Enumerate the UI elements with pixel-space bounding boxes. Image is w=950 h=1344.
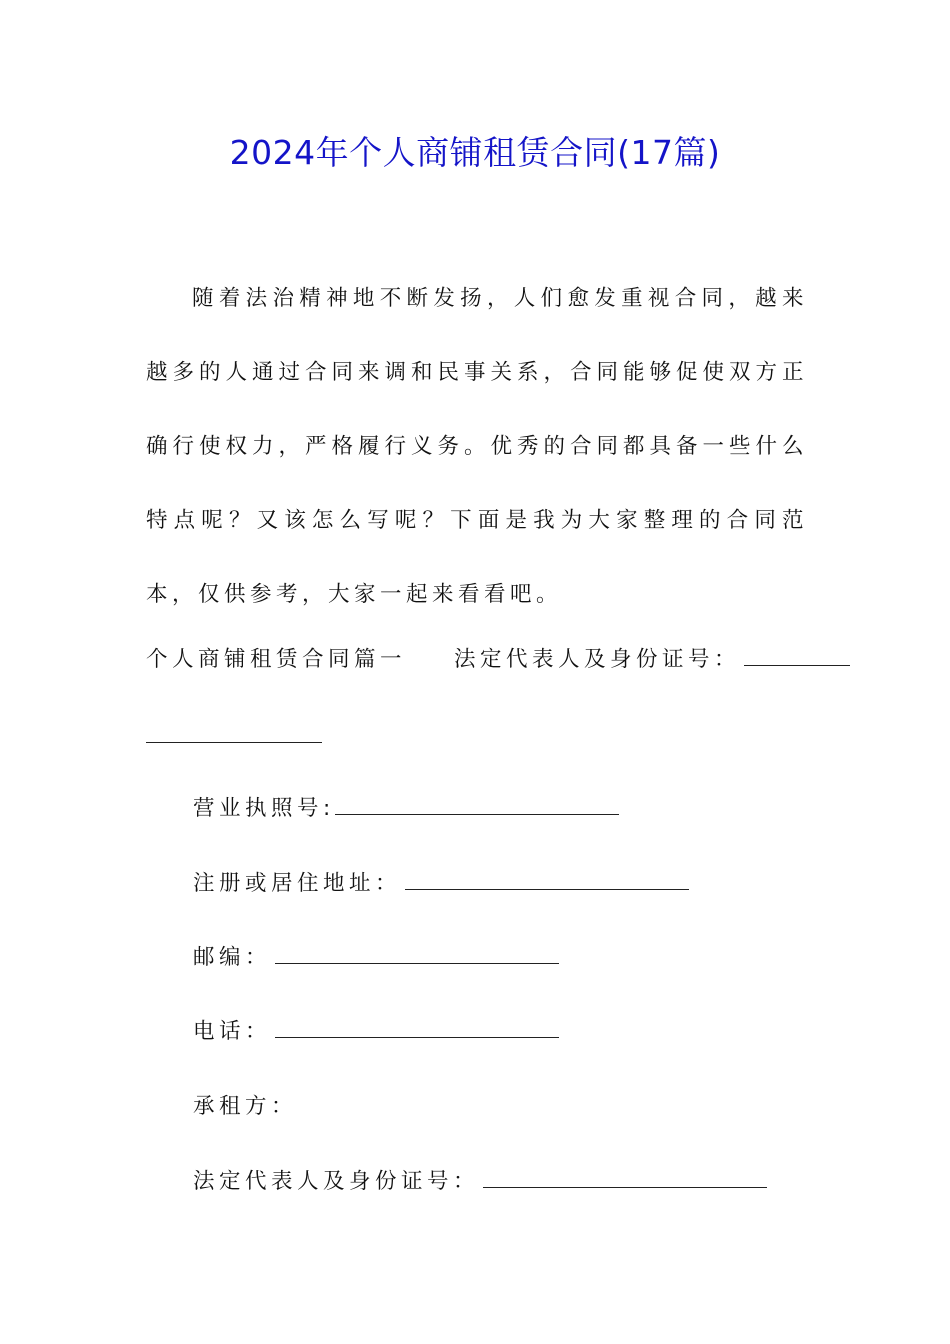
document-title: 2024年个人商铺租赁合同(17篇) xyxy=(229,133,721,172)
legal-rep-2-blank xyxy=(483,1169,767,1188)
section-heading: 个人商铺租赁合同篇一 xyxy=(146,647,407,672)
phone-label: 电话： xyxy=(193,1019,272,1044)
phone-blank xyxy=(275,1019,559,1038)
address-label: 注册或居住地址： xyxy=(193,871,402,896)
postcode-blank xyxy=(275,945,559,964)
address-line xyxy=(193,864,689,904)
legal-rep-1-blank-continued xyxy=(146,741,322,743)
intro-paragraph: 随着法治精神地不断发扬，人们愈发重视合同，越来越多的人通过合同来调和民事关系，合同能够促使双方正确行使权力，严格履行义务。优秀的合同都具备一些什么特点呢？又该怎么写呢？下面是我为大家整理的合同范本，仅供参考，大家一起来看看吧。 xyxy=(146,286,808,607)
postcode-label: 邮编： xyxy=(193,945,272,970)
business-license-label: 营业执照号: xyxy=(193,796,335,821)
section-line xyxy=(146,640,850,680)
postcode-line xyxy=(193,938,559,978)
legal-rep-1-blank xyxy=(744,647,850,666)
lessee-label: 承租方： xyxy=(193,1094,298,1119)
legal-rep-1-label: 法定代表人及身份证号： xyxy=(454,647,741,672)
business-license-line xyxy=(193,789,619,829)
legal-rep-2-label: 法定代表人及身份证号： xyxy=(193,1169,480,1194)
lessee-line xyxy=(193,1087,297,1127)
phone-line xyxy=(193,1012,559,1052)
business-license-blank xyxy=(335,796,619,815)
legal-rep-2-line xyxy=(193,1162,767,1202)
address-blank xyxy=(405,871,689,890)
